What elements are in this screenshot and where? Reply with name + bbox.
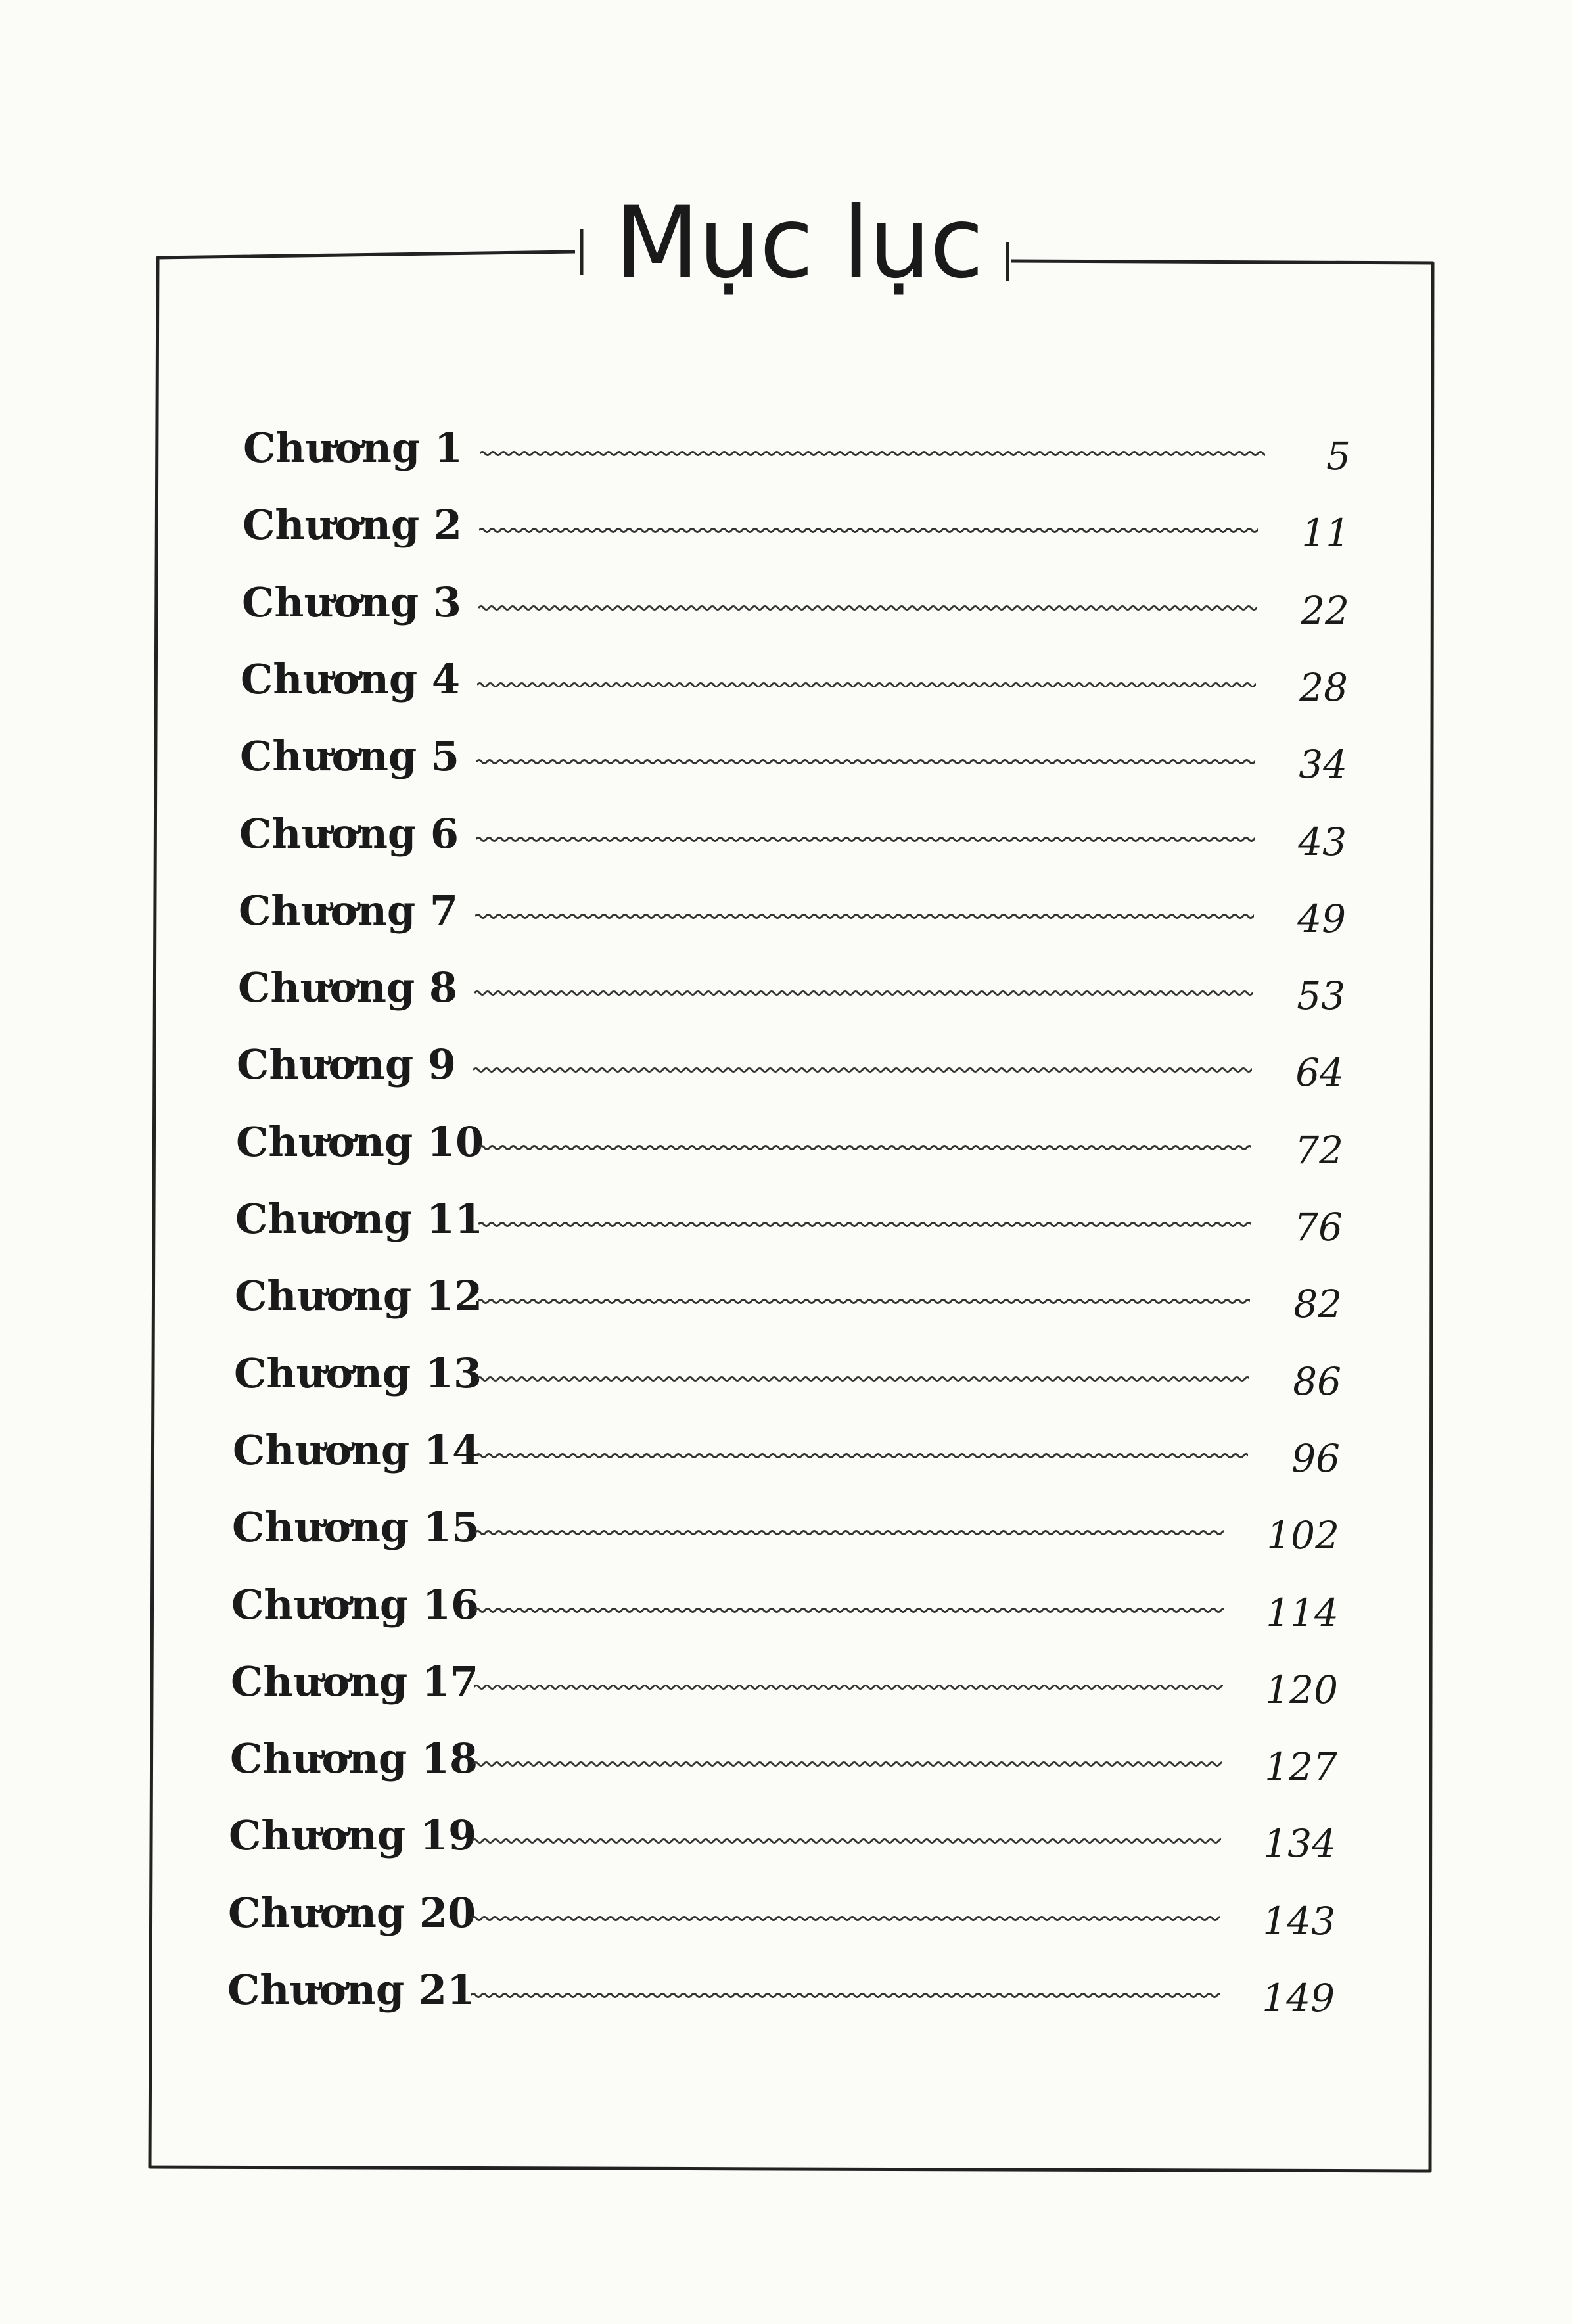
chapter-label: Chương 5 xyxy=(240,732,460,781)
chapter-label: Chương 15 xyxy=(232,1503,480,1552)
page-number: 143 xyxy=(1262,1898,1335,1943)
toc-entry xyxy=(220,724,1347,789)
chapter-label: Chương 20 xyxy=(228,1888,476,1937)
dotted-leader xyxy=(478,1218,1251,1231)
toc-entry xyxy=(219,878,1346,944)
chapter-label: Chương 1 xyxy=(243,424,463,472)
toc-entry xyxy=(208,1880,1335,1946)
dotted-leader xyxy=(474,1681,1223,1694)
chapter-label: Chương 17 xyxy=(231,1657,479,1706)
dotted-leader xyxy=(476,755,1255,768)
chapter-label: Chương 21 xyxy=(227,1966,476,2014)
chapter-label: Chương 4 xyxy=(241,655,461,703)
toc-entry xyxy=(211,1649,1338,1715)
chapter-label: Chương 10 xyxy=(236,1117,484,1166)
page-number: 120 xyxy=(1265,1667,1338,1712)
dotted-leader xyxy=(480,447,1265,460)
chapter-label: Chương 13 xyxy=(234,1349,482,1397)
page-number: 102 xyxy=(1266,1513,1339,1558)
toc-entry xyxy=(222,570,1349,636)
page-number: 114 xyxy=(1266,1590,1339,1635)
page-number: 86 xyxy=(1293,1359,1341,1404)
toc-entry xyxy=(216,1109,1343,1175)
toc-entry xyxy=(220,801,1347,867)
toc-entry xyxy=(210,1726,1337,1792)
toc-entry xyxy=(218,955,1345,1021)
page-number: 134 xyxy=(1263,1821,1336,1867)
dotted-leader xyxy=(474,987,1253,1000)
toc-entry xyxy=(221,647,1348,712)
page-number: 149 xyxy=(1262,1976,1335,2020)
page-number: 127 xyxy=(1264,1744,1337,1790)
chapter-label: Chương 11 xyxy=(235,1195,484,1243)
toc-entry xyxy=(214,1341,1341,1406)
page-number: 5 xyxy=(1326,434,1351,478)
dotted-leader xyxy=(476,833,1255,846)
page-number: 43 xyxy=(1298,819,1347,864)
chapter-label: Chương 2 xyxy=(243,501,463,549)
page-number: 49 xyxy=(1297,896,1346,941)
dotted-leader xyxy=(471,1989,1220,2002)
page-number: 96 xyxy=(1291,1435,1340,1481)
dotted-leader xyxy=(475,910,1254,923)
dotted-leader xyxy=(478,1295,1250,1308)
dotted-leader xyxy=(479,1141,1251,1154)
chapter-label: Chương 8 xyxy=(238,964,458,1012)
toc-entry xyxy=(216,1186,1343,1252)
dotted-leader xyxy=(472,1834,1221,1848)
page-number: 82 xyxy=(1293,1282,1342,1327)
toc-entry xyxy=(215,1263,1342,1329)
chapter-label: Chương 18 xyxy=(230,1734,478,1783)
chapter-label: Chương 19 xyxy=(229,1811,477,1860)
page-number: 34 xyxy=(1299,742,1347,787)
page-number: 11 xyxy=(1301,511,1350,556)
toc-entry xyxy=(223,415,1351,481)
chapter-label: Chương 12 xyxy=(235,1272,483,1320)
chapter-label: Chương 16 xyxy=(231,1580,480,1629)
dotted-leader xyxy=(473,1063,1252,1077)
chapter-label: Chương 14 xyxy=(233,1426,481,1474)
toc-entry xyxy=(212,1572,1339,1638)
page-number: 64 xyxy=(1295,1050,1344,1096)
chapter-label: Chương 9 xyxy=(237,1040,457,1089)
toc-entry xyxy=(208,1957,1335,2023)
page-number: 72 xyxy=(1295,1127,1343,1173)
dotted-leader xyxy=(474,1604,1224,1617)
chapter-label: Chương 6 xyxy=(239,809,459,858)
toc-entry xyxy=(217,1032,1344,1098)
dotted-leader xyxy=(478,601,1257,615)
dotted-leader xyxy=(475,1526,1224,1539)
dotted-leader xyxy=(477,1372,1249,1385)
toc-entry xyxy=(212,1495,1339,1560)
toc-entry xyxy=(213,1418,1340,1483)
page-title: Mục lục xyxy=(611,191,986,296)
dotted-leader xyxy=(479,524,1258,537)
page-number: 28 xyxy=(1299,664,1348,710)
chapter-label: Chương 7 xyxy=(239,886,459,935)
dotted-leader xyxy=(477,678,1256,691)
page-number: 53 xyxy=(1297,973,1345,1019)
dotted-leader xyxy=(476,1449,1248,1462)
toc-entry xyxy=(223,492,1350,558)
toc-entry xyxy=(209,1803,1336,1869)
dotted-leader xyxy=(473,1757,1222,1771)
page-number: 22 xyxy=(1301,588,1349,633)
page-number: 76 xyxy=(1294,1205,1343,1249)
chapter-label: Chương 3 xyxy=(242,578,462,626)
dotted-leader xyxy=(471,1912,1220,1925)
